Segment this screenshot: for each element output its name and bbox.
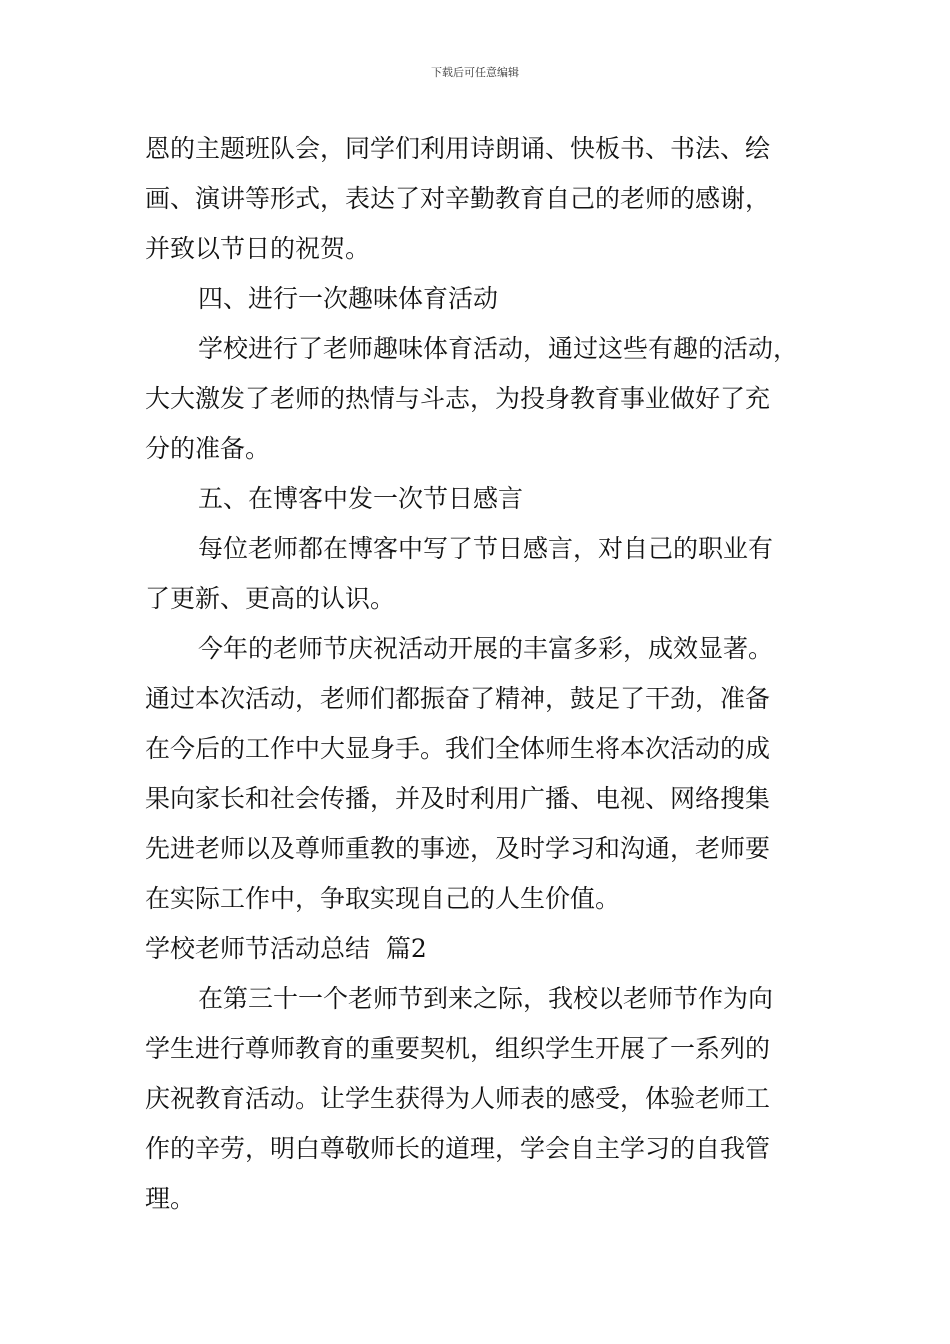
body-line: 作的辛劳，明白尊敬师长的道理，学会自主学习的自我管 [145,1134,771,1163]
body-line: 通过本次活动，老师们都振奋了精神，鼓足了干劲，准备 [145,684,771,713]
body-line: 学生进行尊师教育的重要契机，组织学生开展了一系列的 [145,1034,771,1063]
body-line: 先进老师以及尊师重教的事迹，及时学习和沟通，老师要 [145,834,771,863]
body-line: 在实际工作中，争取实现自己的人生价值。 [145,884,621,913]
body-line: 每位老师都在博客中写了节日感言，对自己的职业有 [198,534,774,563]
body-line: 学校进行了老师趣味体育活动，通过这些有趣的活动， [198,334,799,363]
body-line: 并致以节日的祝贺。 [145,234,371,263]
body-line: 在今后的工作中大显身手。我们全体师生将本次活动的成 [145,734,771,763]
body-line: 在第三十一个老师节到来之际，我校以老师节作为向 [198,984,774,1013]
section-heading: 五、在博客中发一次节日感言 [198,484,524,513]
body-line: 了更新、更高的认识。 [145,584,396,613]
page-header-note: 下载后可任意编辑 [431,66,519,79]
body-line: 画、演讲等形式，表达了对辛勤教育自己的老师的感谢， [145,184,771,213]
section-heading: 四、进行一次趣味体育活动 [198,284,499,313]
body-line: 分的准备。 [145,434,271,463]
article-title: 学校老师节活动总结 篇2 [145,934,427,963]
body-line: 庆祝教育活动。让学生获得为人师表的感受，体验老师工 [145,1084,771,1113]
body-line: 恩的主题班队会，同学们利用诗朗诵、快板书、书法、绘 [145,134,771,163]
body-line: 今年的老师节庆祝活动开展的丰富多彩，成效显著。 [198,634,774,663]
body-line: 果向家长和社会传播，并及时利用广播、电视、网络搜集 [145,784,771,813]
body-line: 理。 [145,1184,196,1213]
body-line: 大大激发了老师的热情与斗志，为投身教育事业做好了充 [145,384,771,413]
